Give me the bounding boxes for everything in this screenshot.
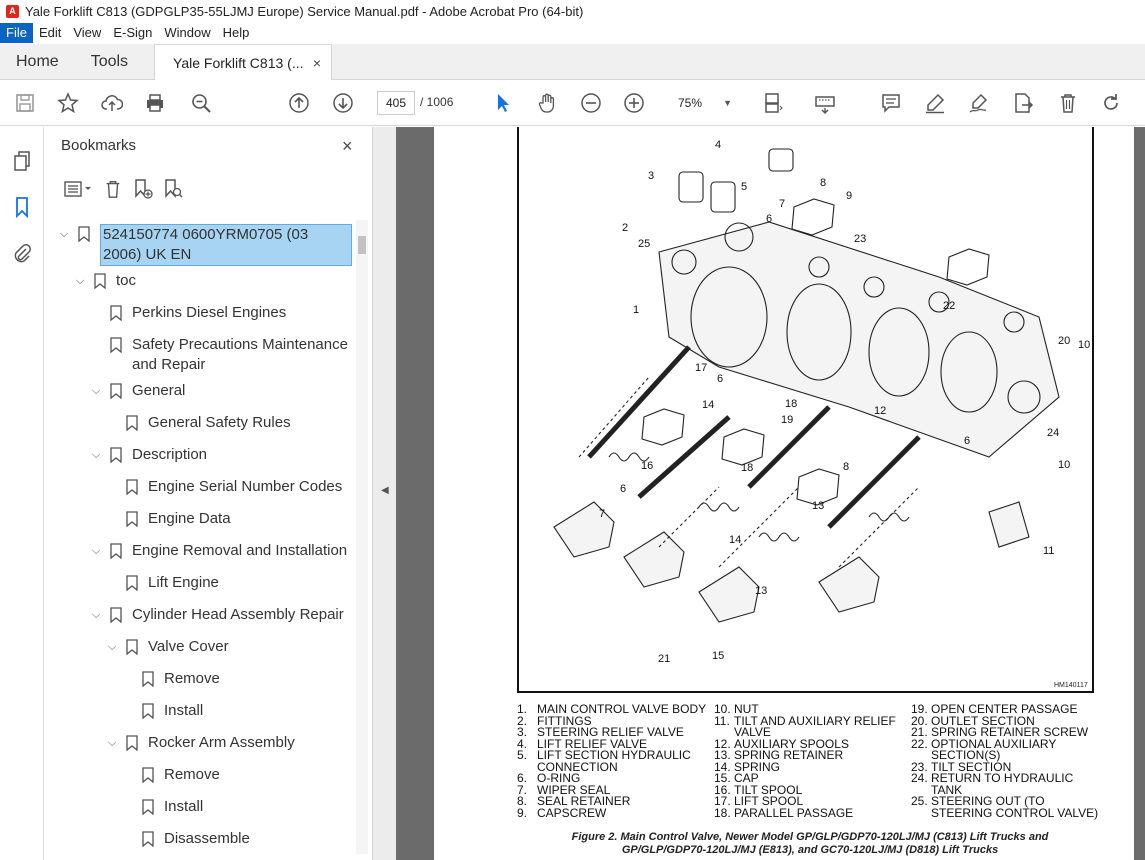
bookmark-item[interactable] — [142, 797, 203, 817]
bookmark-toc[interactable] — [72, 271, 136, 291]
bookmark-label: Lift Engine — [148, 574, 219, 591]
chevron-down-icon[interactable]: ⌵ — [91, 608, 101, 621]
callout-7b: 7 — [599, 508, 606, 520]
legend-item: 23. TILT SECTION — [911, 759, 1012, 774]
hand-tool-icon[interactable] — [532, 88, 562, 118]
bookmark-item[interactable] — [142, 701, 203, 721]
callout-9: 9 — [846, 190, 853, 202]
zoom-search-icon[interactable] — [186, 88, 216, 118]
page-thumbnails-icon[interactable] — [8, 147, 36, 175]
zoom-select[interactable] — [664, 91, 740, 115]
legend-item: 1. MAIN CONTROL VALVE BODY — [517, 702, 707, 716]
bookmark-item[interactable] — [126, 509, 231, 529]
highlight-pen-icon[interactable] — [920, 88, 950, 118]
bookmark-label: Install — [164, 702, 204, 719]
window-title: Yale Forklift C813 (GDPGLP35-55LJMJ Europe) Service Manual.pdf - Adobe Acrobat Pro (64-bit) — [25, 3, 584, 19]
bookmark-label: Cylinder Head Assembly Repair — [132, 606, 344, 623]
bookmark-icon — [126, 639, 138, 655]
bookmark-item[interactable] — [88, 445, 207, 465]
chevron-down-icon[interactable]: ⌵ — [91, 544, 101, 557]
bookmark-root[interactable] — [56, 224, 352, 266]
legend-item-cont: TANK — [931, 782, 963, 797]
bookmark-label: toc — [116, 272, 137, 289]
bookmark-label: Rocker Arm Assembly — [148, 734, 295, 751]
legend-item: 14. SPRING — [714, 759, 781, 774]
options-menu-icon[interactable] — [58, 175, 98, 203]
find-bookmark-icon[interactable] — [158, 175, 188, 203]
callout-6: 6 — [766, 213, 773, 225]
callout-23: 23 — [854, 233, 867, 245]
legend-item: 13. SPRING RETAINER — [714, 748, 844, 762]
scrollbar-thumb[interactable] — [358, 236, 366, 254]
bookmark-panel-icon[interactable] — [8, 193, 36, 221]
page-number-input[interactable]: 405 — [377, 91, 415, 115]
bookmark-icon — [126, 479, 138, 495]
bookmark-icon — [78, 226, 90, 242]
bookmark-item[interactable] — [88, 381, 185, 401]
bookmark-label: Disassemble — [164, 830, 250, 847]
bookmark-item[interactable] — [88, 541, 347, 561]
tab-home[interactable]: Home — [16, 53, 59, 70]
bookmark-item[interactable] — [110, 335, 352, 375]
bookmark-label: Remove — [164, 670, 220, 687]
bookmark-item[interactable] — [126, 413, 291, 433]
legend-item: 24. RETURN TO HYDRAULIC — [911, 771, 1074, 785]
figure-id: HM140117 — [1054, 682, 1088, 689]
callout-22: 22 — [943, 300, 956, 312]
bookmark-label: Valve Cover — [148, 638, 229, 655]
bookmark-item[interactable] — [126, 477, 342, 497]
zoom-out-icon[interactable] — [576, 88, 606, 118]
legend-item: 18. PARALLEL PASSAGE — [714, 805, 854, 820]
callout-10b: 10 — [1058, 459, 1071, 471]
comment-icon[interactable] — [876, 88, 906, 118]
upload-cloud-icon[interactable] — [97, 88, 127, 118]
chevron-down-icon[interactable]: ⌵ — [91, 384, 101, 397]
legend-item: 16. TILT SPOOL — [714, 782, 803, 797]
bookmark-icon — [110, 543, 122, 559]
callout-18: 18 — [785, 398, 798, 410]
bookmark-icon — [126, 735, 138, 751]
callout-7: 7 — [779, 198, 786, 210]
callout-1: 1 — [633, 304, 640, 316]
bookmark-label: Description — [132, 446, 208, 463]
callout-24: 24 — [1047, 427, 1060, 439]
bookmark-item[interactable] — [126, 573, 219, 593]
legend-item-cont: VALVE — [734, 725, 771, 739]
tab-document[interactable] — [154, 44, 332, 81]
bookmark-label: General Safety Rules — [148, 414, 291, 431]
valve-illustration — [519, 127, 1092, 691]
bookmark-icon — [110, 383, 122, 399]
callout-6b: 6 — [717, 373, 724, 385]
bookmark-label: Engine Serial Number Codes — [148, 478, 343, 495]
callout-21: 21 — [658, 653, 671, 665]
bookmark-item[interactable] — [88, 605, 344, 625]
legend-item: 17. LIFT SPOOL — [714, 794, 804, 808]
next-page-icon[interactable] — [328, 88, 358, 118]
bookmark-label: Remove — [164, 766, 220, 783]
title-bar — [0, 0, 1145, 22]
legend-item-cont: SECTION(S) — [931, 748, 1001, 762]
bookmark-label: Install — [164, 798, 204, 815]
legend-item: 11. TILT AND AUXILIARY RELIEF — [714, 713, 896, 728]
page-fit-icon[interactable] — [757, 88, 787, 118]
legend-column-3 — [911, 704, 1098, 819]
sign-pen-icon[interactable] — [964, 88, 994, 118]
bookmark-tree — [44, 221, 362, 860]
chevron-down-icon[interactable]: ⌵ — [59, 227, 69, 240]
bookmark-icon — [94, 273, 106, 289]
callout-13: 13 — [812, 500, 825, 512]
legend-item: 15. CAP — [714, 771, 759, 785]
page-total: / 1006 — [420, 95, 454, 109]
caption-line-1: Figure 2. Main Control Valve, Newer Model GP/GLP/GDP70-120LJ/MJ (C813) Lift Trucks and — [571, 831, 1049, 843]
legend-item: 12. AUXILIARY SPOOLS — [714, 736, 849, 751]
tab-document-label: Yale Forklift C813 (... — [173, 55, 304, 71]
exploded-diagram — [517, 127, 1094, 693]
legend-item: 2. FITTINGS — [517, 713, 592, 728]
bookmark-label: Engine Data — [148, 510, 231, 527]
new-bookmark-icon[interactable] — [128, 175, 158, 203]
legend-column-2 — [714, 704, 896, 819]
legend-item: 21. SPRING RETAINER SCREW — [911, 725, 1089, 739]
menu-file[interactable]: File — [0, 23, 33, 43]
callout-14: 14 — [702, 399, 715, 411]
callout-5: 5 — [741, 181, 748, 193]
figure-caption — [520, 831, 1100, 857]
bookmark-item[interactable] — [142, 669, 220, 689]
bookmark-icon — [126, 575, 138, 591]
star-icon[interactable] — [53, 88, 83, 118]
callout-17: 17 — [695, 362, 708, 374]
legend-item: 19. OPEN CENTER PASSAGE — [911, 702, 1078, 716]
callout-3: 3 — [648, 170, 655, 182]
bookmark-icon — [126, 511, 138, 527]
legend-item: 3. STEERING RELIEF VALVE — [517, 725, 684, 739]
chevron-down-icon: ▼ — [723, 98, 732, 108]
legend-item: 8. SEAL RETAINER — [517, 794, 631, 808]
select-cursor-icon[interactable] — [488, 88, 518, 118]
bookmark-label: Safety Precautions Maintenance and Repair — [132, 336, 348, 373]
callout-4: 4 — [715, 139, 722, 151]
bookmark-icon — [110, 337, 122, 353]
prev-page-icon[interactable] — [284, 88, 314, 118]
bookmark-icon — [110, 607, 122, 623]
bookmark-label: General — [132, 382, 186, 399]
trash-icon[interactable] — [1053, 88, 1083, 118]
legend-item: 9. CAPSCREW — [517, 805, 607, 820]
bookmark-icon — [110, 305, 122, 321]
bookmark-icon — [142, 799, 154, 815]
callout-8b: 8 — [843, 461, 850, 473]
callout-6c: 6 — [964, 435, 971, 447]
legend-item-cont: CONNECTION — [537, 759, 618, 774]
legend-item: 7. WIPER SEAL — [517, 782, 611, 797]
callout-11: 11 — [1043, 545, 1055, 557]
callout-6d: 6 — [620, 483, 627, 495]
bookmark-item[interactable] — [104, 637, 229, 657]
callout-13b: 13 — [755, 585, 768, 597]
callout-8: 8 — [820, 177, 827, 189]
caption-line-2: GP/GLP/GDP70-120LJ/MJ (E813), and GC70-120LJ/MJ (D818) Lift Trucks — [621, 844, 999, 856]
chevron-down-icon[interactable]: ⌵ — [107, 640, 117, 653]
menu-help[interactable]: Help — [222, 25, 250, 40]
chevron-down-icon[interactable]: ⌵ — [107, 736, 117, 749]
menu-edit[interactable]: Edit — [38, 25, 62, 40]
menu-window[interactable]: Window — [164, 25, 211, 40]
callout-25: 25 — [638, 238, 651, 250]
callout-2: 2 — [622, 222, 629, 234]
bookmark-icon — [142, 831, 154, 847]
bookmark-label: 524150774 0600YRM0705 (03 2006) UK EN — [100, 224, 352, 266]
zoom-in-icon[interactable] — [619, 88, 649, 118]
rotate-icon[interactable] — [1096, 88, 1126, 118]
legend-item: 22. OPTIONAL AUXILIARY — [911, 736, 1057, 751]
left-icon-rail — [0, 127, 44, 860]
close-icon[interactable]: × — [342, 136, 353, 156]
legend-item: 5. LIFT SECTION HYDRAULIC — [517, 748, 691, 762]
callout-19: 19 — [781, 414, 794, 426]
legend-item: 10. NUT — [714, 702, 759, 716]
bookmarks-panel — [44, 127, 373, 860]
main-toolbar — [0, 80, 1145, 126]
bookmarks-header: Bookmarks — [61, 137, 137, 154]
zoom-value: 75% — [678, 96, 703, 110]
bookmark-label: Engine Removal and Installation — [132, 542, 348, 559]
save-icon[interactable] — [10, 88, 40, 118]
menu-bar — [0, 22, 1145, 44]
bookmark-item[interactable] — [142, 829, 250, 849]
bookmark-item[interactable] — [110, 303, 286, 323]
export-pdf-icon[interactable] — [1008, 88, 1038, 118]
callout-16: 16 — [641, 460, 654, 472]
bookmark-icon — [110, 447, 122, 463]
legend-column-1 — [517, 704, 706, 819]
callout-14b: 14 — [729, 534, 742, 546]
attachment-icon[interactable] — [8, 239, 36, 267]
tab-bar — [0, 44, 1145, 80]
keyboard-icon[interactable] — [810, 88, 840, 118]
acrobat-icon: A — [6, 5, 19, 18]
tab-tools[interactable]: Tools — [90, 53, 129, 70]
bookmark-icon — [126, 415, 138, 431]
menu-esign[interactable]: E-Sign — [113, 25, 153, 40]
chevron-down-icon[interactable]: ⌵ — [91, 448, 101, 461]
collapse-panel-icon[interactable]: ◀ — [381, 485, 389, 496]
bookmarks-toolbar — [58, 175, 188, 203]
print-icon[interactable] — [140, 88, 170, 118]
delete-bookmark-icon[interactable] — [98, 175, 128, 203]
legend-item-cont: STEERING CONTROL VALVE) — [931, 805, 1099, 820]
menu-view[interactable]: View — [73, 25, 102, 40]
chevron-down-icon[interactable]: ⌵ — [75, 274, 85, 287]
legend-item: 4. LIFT RELIEF VALVE — [517, 736, 648, 751]
tab-close-icon[interactable]: × — [312, 55, 322, 71]
legend-item: 6. O-RING — [517, 771, 581, 785]
bookmark-item[interactable] — [104, 733, 295, 753]
bookmark-label: Perkins Diesel Engines — [132, 304, 287, 321]
callout-12: 12 — [874, 405, 887, 417]
bookmark-icon — [142, 703, 154, 719]
callout-15: 15 — [712, 650, 725, 662]
bookmarks-scrollbar[interactable] — [356, 220, 368, 854]
callout-10: 10 — [1078, 339, 1091, 351]
legend-item: 20. OUTLET SECTION — [911, 713, 1035, 728]
callout-18b: 18 — [741, 462, 754, 474]
bookmark-item[interactable] — [142, 765, 220, 785]
callout-20: 20 — [1058, 335, 1071, 347]
panel-splitter[interactable] — [373, 127, 396, 860]
bookmark-icon — [142, 767, 154, 783]
legend-item: 25. STEERING OUT (TO — [911, 794, 1045, 808]
bookmark-icon — [142, 671, 154, 687]
